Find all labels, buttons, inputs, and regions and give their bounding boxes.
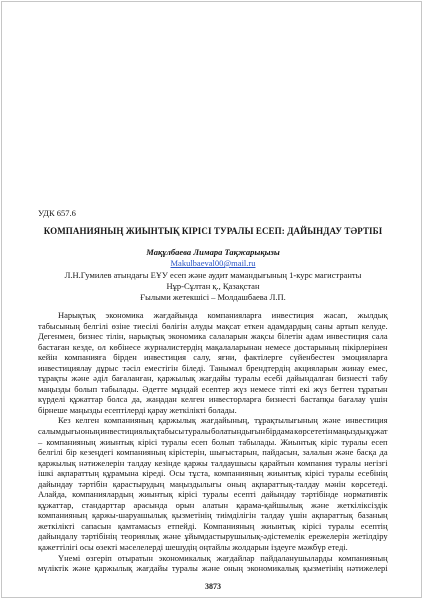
author-affiliation: Л.Н.Гумилев атындағы ЕҰУ есеп және аудит мамандығының 1-курс магистранты <box>64 270 362 280</box>
body-line: кейін компанияға бірден инвестиция салу, яғни, фактілерге сүйенбестен эмоцияларға <box>38 352 388 363</box>
body-line: құжаттар, стандарттар арасында орын алатын қарама-қайшылық және жеткіліксіздік <box>38 499 388 510</box>
body-line: дайындау тәртібін қарастырудың маңыздылығы оның ақпараттық-талдау мәнін көрсетеді. <box>38 478 388 489</box>
body-paragraph <box>38 553 388 574</box>
body-line: дайындалу тәртібінің теориялық және ұйымдастырушылық-әдістемелік ережелерін жетілдіру <box>38 531 388 542</box>
body-line: қаржылық нәтижелерін талдау кезінде қаржы талдаушысы қарайтын компания туралы негізгі <box>38 457 388 468</box>
author-email-link[interactable]: Makulbaeval00@mail.ru <box>170 258 256 268</box>
article-title: КОМПАНИЯНЫҢ ЖИЫНТЫҚ КІРІСІ ТУРАЛЫ ЕСЕП: ДАЙЫНДАУ ТӘРТІБІ <box>43 226 383 236</box>
body-line: табысының белгілі өзіне тиесілі бөлігін алуды мақсат еткен адамдардың саны артып келуде. <box>38 320 388 331</box>
body-line: Дегенмен, бизнес тілін, нарықтық экономика салаларын жақсы білетін адам инвестиция сала <box>38 331 388 342</box>
body-line: Нарықтық экономика жағдайында компанияларға инвестиция жасап, жылдық <box>58 310 388 320</box>
body-line: Алайда, компаниялардың жиынтық кірісі туралы есепті дайындау тәртібінде нормативтік <box>38 489 388 500</box>
scientific-supervisor: Ғылыми жетекшісі – Молдашбаева Л.П. <box>140 292 286 302</box>
body-line: бастаған кезде, ол көбінесе журналистердің мақалаларынан немесе достарының пікірлерінен <box>38 341 388 352</box>
body-paragraph <box>38 310 388 415</box>
udc-code: УДК 657.6 <box>38 208 76 218</box>
body-line: маңызды болып табылады. Әдетте мұндай есептер жүз немесе тіпті екі жүз беттен тұратын <box>38 383 388 394</box>
author-location: Нұр-Сұлтан қ., Қазақстан <box>166 281 260 291</box>
body-line: инвестициялау дұрыс тәсіл еместігін біледі. Танымал брендтердің акцияларын жинау емес, <box>38 362 388 373</box>
body-line: мүліктік және қаржылық жағдайы туралы және оның экономикалық қызметінің нәтижелері <box>38 563 388 574</box>
body-line: белгілі бір кезеңдегі компанияның кірістерін, шығыстарын, пайдасын, залалын және басқа да <box>38 447 388 458</box>
body-line: тұрақты және әділ бағаланған, қаржылық жағдайы туралы есебі дайындалған бизнесті табу <box>38 373 388 384</box>
body-line: күрделі құжаттар болса да, жаңадан келген инвесторларға бизнесті бастапқы бағалау үшін <box>38 394 388 405</box>
body-line: бірнеше маңызды есептілерді қарау жеткілікті болады. <box>38 404 237 415</box>
body-line: – компанияның жиынтық кірісі туралы есеп болып табылады. Жиынтық кіріс туралы есеп <box>38 436 388 447</box>
body-line: компанияның қаржы-шаруашылық қызметінің тиімділігін талдау үшін ақпараттық базаның <box>38 510 388 521</box>
body-line: жеткілікті сапасын қамтамасыз етпейді. Компанияның жиынтық кірісі туралы есептің <box>38 520 388 531</box>
article-body <box>38 310 388 574</box>
body-line: ішкі ақпараттың құрамына кіреді. Осы тұста, компанияның жиынтық кірісі туралы есебінің <box>38 468 388 479</box>
body-paragraph <box>38 415 388 552</box>
body-line: Үнемі өзгеріп отыратын экономикалық жағдайлар пайдаланушыларды компанияның <box>58 552 388 563</box>
author-name: Мақұлбаева Лимара Тақжарықызы <box>146 247 280 257</box>
author-email <box>38 258 388 268</box>
page-number: 3873 <box>205 582 221 591</box>
body-line: қажеттілігі осы өзекті мәселелерді шешудің оңтайлы жолдарын іздеуге мәжбүр етеді. <box>38 542 348 553</box>
body-line: Кез келген компанияның қаржылық жағдайының, тұрақтылығының және инвестиция <box>58 415 388 426</box>
body-line: салымдығы оның инвестициялық табысы туралы болатындығын бірдама көрсететін маңызды құжат <box>38 426 388 437</box>
